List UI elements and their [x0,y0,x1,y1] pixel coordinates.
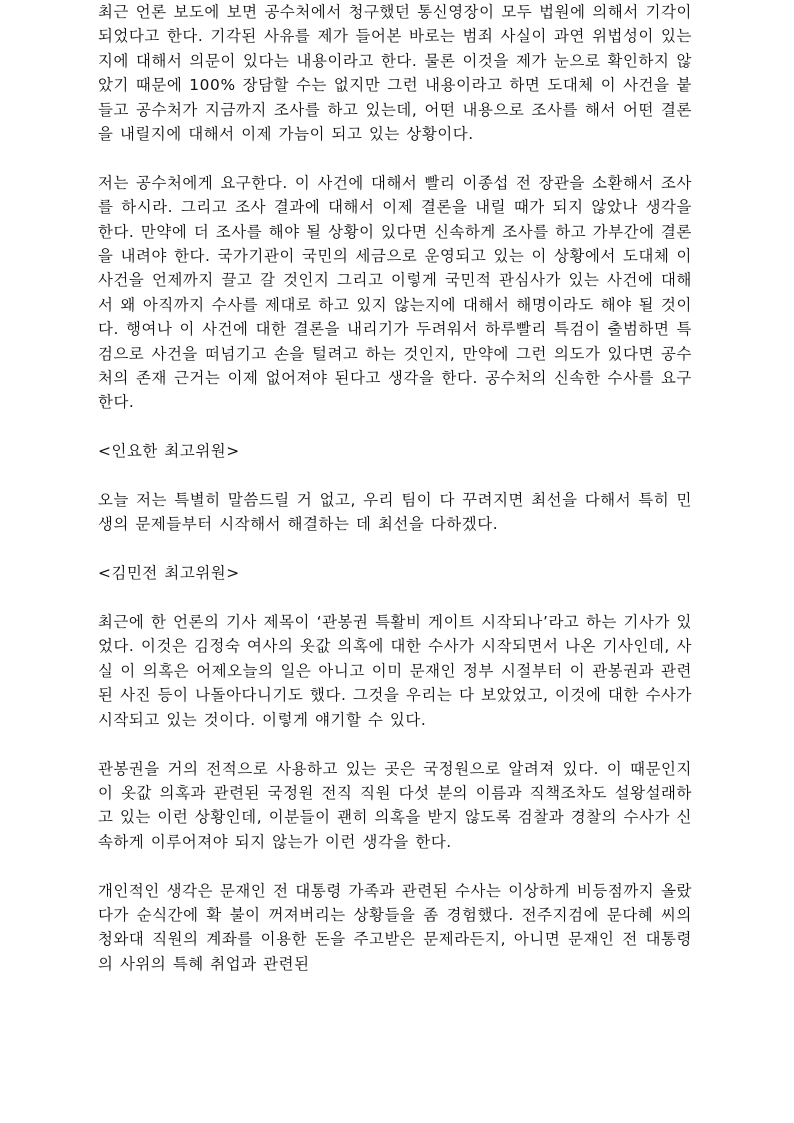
document-page [98,0,692,1001]
paragraph-in-yohan-remarks: 오늘 저는 특별히 말씀드릴 거 없고, 우리 팀이 다 꾸려지면 최선을 다해서 특히 민생의 문제들부터 시작해서 해결하는 데 최선을 다하겠다. [98,491,692,534]
paragraph-nis-staff: 관봉권을 거의 전적으로 사용하고 있는 곳은 국정원으로 알려져 있다. 이 때문인지 이 옷값 의혹과 관련된 국정원 전직 직원 다섯 분의 이름과 직책조차도 설왕설래하고 있는 이런 상황인데, 이분들이 괜히 의혹을 받지 않도록 검찰과 경찰의 수사가 신속하게 이루어져야 되지 않는가 이런 생각을 한다. [98,759,692,851]
speaker-heading-in-yohan: <인요한 최고위원> [98,442,240,461]
paragraph-gongsucheo-demand: 저는 공수처에게 요구한다. 이 사건에 대해서 빨리 이종섭 전 장관을 소환해서 조사를 하시라. 그리고 조사 결과에 대해서 이제 결론을 내릴 때가 되지 않았나 생각을 한다. 만약에 더 조사를 해야 될 상황이 있다면 신속하게 조사를 하고 가부간에 결론을 내려야 한다. 국가기관이 국민의 세금으로 운영되고 있는 이 상황에서 도대체 이 사건을 언제까지 끌고 갈 것인지 그리고 이렇게 국민적 관심사가 있는 사건에 대해서 왜 아직까지 수사를 제대로 하고 있지 않는지에 대해서 해명이라도 해야 될 것이다. 행여나 이 사건에 대한 결론을 내리기가 두려워서 하루빨리 특검이 출범하면 특검으로 사건을 떠넘기고 손을 털려고 하는 것인지, 만약에 그런 의도가 있다면 공수처의 존재 근거는 이제 없어져야 된다고 생각을 한다. 공수처의 신속한 수사를 요구한다. [98,173,692,412]
speaker-heading-kim-minjeon: <김민전 최고위원> [98,564,240,583]
paragraph-gongsucheo-warrant: 최근 언론 보도에 보면 공수처에서 청구했던 통신영장이 모두 법원에 의해서 기각이 되었다고 한다. 기각된 사유를 제가 들어본 바로는 범죄 사실이 과연 위법성이 있는지에 대해서 의문이 있다는 내용이라고 한다. 물론 이것을 제가 눈으로 확인하지 않았기 때문에 100% 장담할 수는 없지만 그런 내용이라고 하면 도대체 이 사건을 붙들고 공수처가 지금까지 조사를 하고 있는데, 어떤 내용으로 조사를 해서 어떤 결론을 내릴지에 대해서 이제 가늠이 되고 있는 상황이다. [98,3,692,144]
paragraph-kwanbonggwon-article: 최근에 한 언론의 기사 제목이 ‘관봉권 특활비 게이트 시작되나’라고 하는 기사가 있었다. 이것은 김정숙 여사의 옷값 의혹에 대한 수사가 시작되면서 나온 기사인데, 사실 이 의혹은 어제오늘의 일은 아니고 이미 문재인 정부 시절부터 이 관봉권과 관련된 사진 등이 나돌아다니기도 했다. 그것을 우리는 다 보았었고, 이것에 대한 수사가 시작되고 있는 것이다. 이렇게 얘기할 수 있다. [98,613,692,729]
paragraph-moon-family-investigation: 개인적인 생각은 문재인 전 대통령 가족과 관련된 수사는 이상하게 비등점까지 올랐다가 순식간에 확 불이 꺼져버리는 상황들을 좀 경험했다. 전주지검에 문다혜 씨의 청와대 직원의 계좌를 이용한 돈을 주고받은 문제라든지, 아니면 문재인 전 대통령의 사위의 특혜 취업과 관련된 [98,881,692,973]
